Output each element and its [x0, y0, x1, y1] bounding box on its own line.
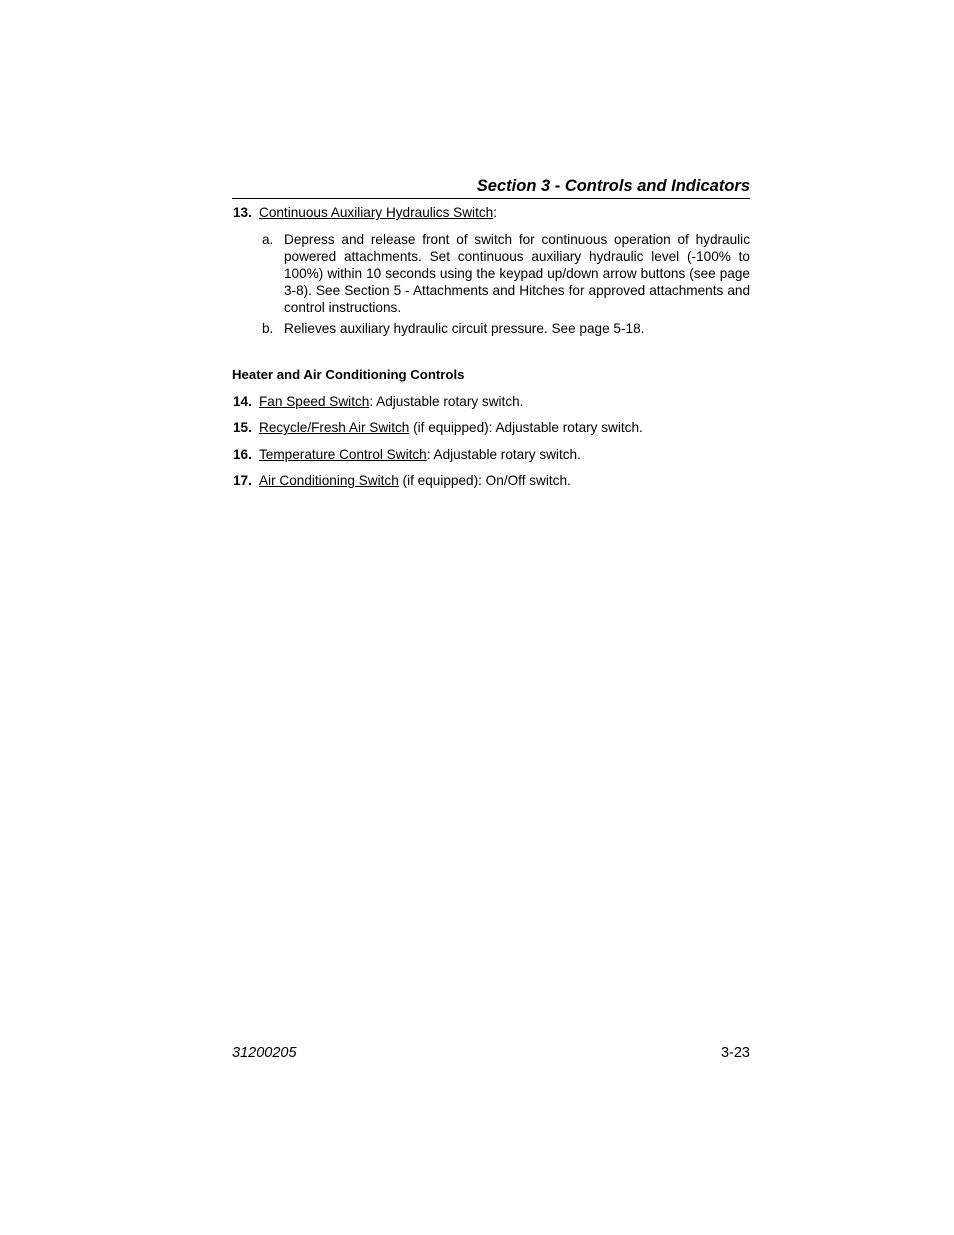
list-item-15 [232, 419, 750, 436]
subitem-text: Depress and release front of switch for continuous operation of hydraulic powered attachments. Set continuous auxiliary hydraulic level (-100% to 100%) within 10 seconds using the keypad up/down arrow buttons (see page 3-8). See Section 5 - Attachments and Hitches for approved attachments and control instructions. [284, 232, 750, 315]
subitem-13b [262, 320, 750, 337]
temperature-control-switch-term: Temperature Control Switch [259, 446, 427, 462]
list-item-13 [232, 204, 750, 221]
air-conditioning-switch-term: Air Conditioning Switch [259, 473, 399, 489]
list-item-14 [232, 393, 750, 410]
page-content [232, 204, 750, 489]
subitem-text: Relieves auxiliary hydraulic circuit pressure. See page 5-18. [284, 321, 645, 336]
sublist-13 [232, 231, 750, 337]
item-suffix: (if equipped): On/Off switch. [398, 473, 571, 489]
heater-ac-heading: Heater and Air Conditioning Controls [232, 367, 465, 382]
item-suffix: : Adjustable rotary switch. [369, 393, 524, 409]
subitem-letter: b. [262, 321, 274, 336]
subitem-letter: a. [262, 232, 274, 247]
item-suffix: (if equipped): Adjustable rotary switch. [409, 420, 643, 436]
list-item-17 [232, 472, 750, 489]
item-number: 16. [233, 446, 252, 462]
list-item-16 [232, 446, 750, 463]
page-number: 3-23 [720, 1045, 750, 1061]
document-number: 31200205 [232, 1045, 297, 1061]
item-suffix: : [493, 205, 497, 220]
item-number: 13. [233, 205, 252, 220]
continuous-aux-hydraulics-switch-term: Continuous Auxiliary Hydraulics Switch [259, 205, 494, 220]
item-number: 17. [233, 473, 252, 489]
recycle-fresh-air-switch-term: Recycle/Fresh Air Switch [259, 420, 410, 436]
item-suffix: : Adjustable rotary switch. [426, 446, 581, 462]
section-title: Section 3 - Controls and Indicators [476, 177, 750, 195]
item-number: 15. [233, 420, 252, 436]
fan-speed-switch-term: Fan Speed Switch [259, 393, 370, 409]
page-header [232, 176, 750, 199]
subitem-13a [262, 231, 750, 316]
item-number: 14. [233, 393, 252, 409]
